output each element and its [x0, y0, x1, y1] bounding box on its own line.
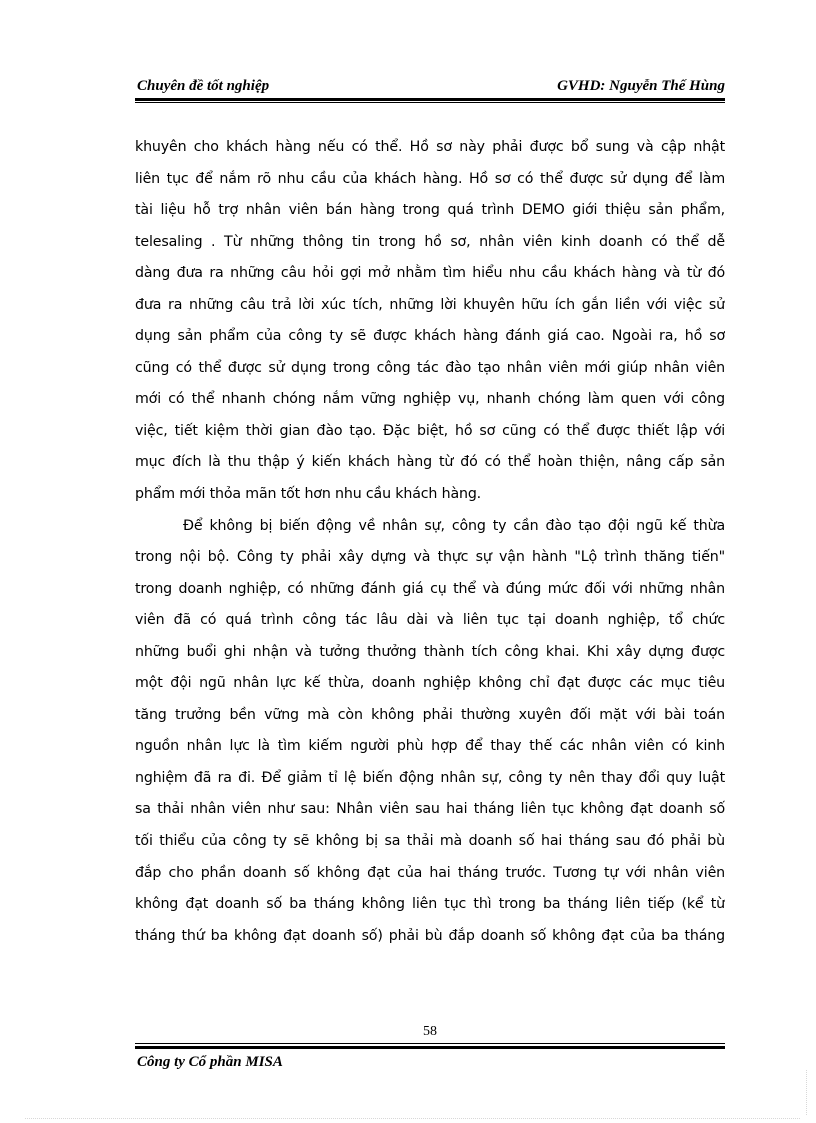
text-line: trong doanh nghiệp, có những đánh giá cụ thể và đúng mức đối với những nhân	[135, 580, 725, 597]
page-number: 58	[423, 1024, 437, 1039]
text-line: cũng có thể được sử dụng trong công tác đào tạo nhân viên mới giúp nhân viên	[135, 359, 725, 376]
text-line: tăng trưởng bền vững mà còn không phải thường xuyên đối mặt với bài toán	[135, 706, 725, 723]
advisor-name: GVHD: Nguyễn Thế Hùng	[557, 78, 725, 94]
text-line: tài liệu hỗ trợ nhân viên bán hàng trong quá trình DEMO giới thiệu sản phẩm,	[135, 202, 725, 219]
text-line: dụng sản phẩm của công ty sẽ được khách hàng đánh giá cao. Ngoài ra, hồ sơ	[135, 328, 725, 345]
text-line: đắp cho phần doanh số không đạt của hai tháng trước. Tương tự với nhân viên	[135, 864, 725, 881]
text-line: một đội ngũ nhân lực kế thừa, doanh nghiệp không chỉ đạt được các mục tiêu	[135, 675, 725, 692]
text-line: những buổi ghi nhận và tưởng thưởng thành tích công khai. Khi xây dựng được	[135, 643, 725, 660]
text-line: mục đích là thu thập ý kiến khách hàng từ đó có thể hoàn thiện, nâng cấp sản	[135, 454, 725, 471]
text-line: không đạt doanh số ba tháng không liên tục thì trong ba tháng liên tiếp (kể từ	[135, 896, 725, 913]
text-line-paragraph-start: Để không bị biến động về nhân sự, công ty cần đào tạo đội ngũ kế thừa	[183, 517, 725, 534]
text-line: đưa ra những câu trả lời xúc tích, những lời khuyên hữu ích gắn liền với việc sử	[135, 296, 725, 313]
header-rule-thin	[135, 102, 725, 103]
text-line: việc, tiết kiệm thời gian đào tạo. Đặc biệt, hồ sơ cũng có thể được thiết lập với	[135, 422, 725, 439]
text-line: liên tục để nắm rõ nhu cầu của khách hàng. Hồ sơ có thể được sử dụng để làm	[135, 170, 725, 187]
footer-rule-thick	[135, 1046, 725, 1049]
text-line: khuyên cho khách hàng nếu có thể. Hồ sơ này phải được bổ sung và cập nhật	[135, 139, 725, 155]
body-text	[135, 132, 725, 952]
text-line: viên đã có quá trình công tác lâu dài và liên tục tại doanh nghiệp, tổ chức	[135, 612, 725, 629]
text-line: mới có thể nhanh chóng nắm vững nghiệp vụ, nhanh chóng làm quen với công	[135, 391, 725, 408]
text-line: telesaling . Từ những thông tin trong hồ sơ, nhân viên kinh doanh có thể dễ	[135, 233, 725, 250]
document-title: Chuyên đề tốt nghiệp	[137, 78, 270, 94]
text-line: trong nội bộ. Công ty phải xây dựng và thực sự vận hành "Lộ trình thăng tiến"	[135, 549, 725, 566]
text-line: dàng đưa ra những câu hỏi gợi mở nhằm tìm hiểu nhu cầu khách hàng và từ đó	[135, 265, 725, 282]
page-edge-right	[806, 1070, 807, 1115]
text-line-paragraph-end: phẩm mới thỏa mãn tốt hơn nhu cầu khách hàng.	[135, 486, 482, 503]
header-rule-thick	[135, 98, 725, 101]
footer-company: Công ty Cổ phần MISA	[137, 1054, 283, 1070]
text-line: nghiệm đã ra đi. Để giảm tỉ lệ biến động nhân sự, công ty nên thay đổi quy luật	[135, 769, 725, 786]
text-line: sa thải nhân viên như sau: Nhân viên sau hai tháng liên tục không đạt doanh số	[135, 801, 725, 818]
text-line: tối thiểu của công ty sẽ không bị sa thải mà doanh số hai tháng sau đó phải bù	[135, 833, 725, 850]
text-line: nguồn nhân lực là tìm kiếm người phù hợp để thay thế các nhân viên có kinh	[135, 738, 725, 755]
footer-rule-thin	[135, 1043, 725, 1044]
text-line: tháng thứ ba không đạt doanh số) phải bù đắp doanh số không đạt của ba tháng	[135, 927, 725, 944]
page-edge-bottom	[25, 1118, 800, 1119]
page-header	[135, 76, 725, 96]
